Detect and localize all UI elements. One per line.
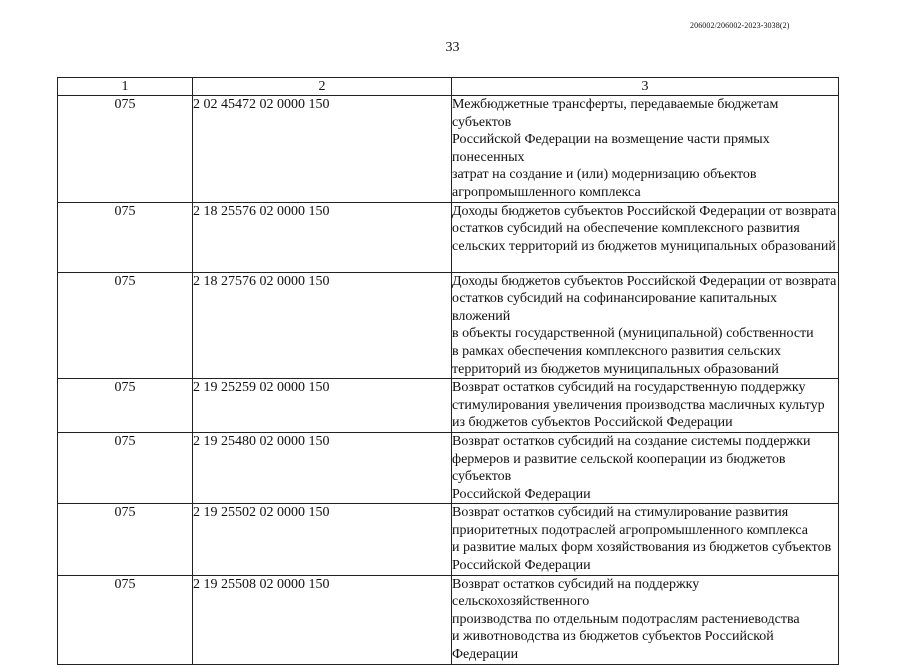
admin-code-cell: 075 — [58, 96, 193, 203]
admin-code-cell: 075 — [58, 379, 193, 433]
budget-classification-code-cell: 2 18 25576 02 0000 150 — [193, 202, 452, 272]
revenue-name-cell: Возврат остатков субсидий на государственную поддержку стимулирования увеличения производства масличных культур из бюджетов субъектов Российской Федерации — [452, 379, 839, 433]
budget-classification-code-cell: 2 18 27576 02 0000 150 — [193, 272, 452, 379]
table-row — [58, 432, 839, 503]
budget-classification-code-cell: 2 19 25480 02 0000 150 — [193, 432, 452, 503]
column-header-2: 2 — [193, 78, 452, 96]
revenue-name-cell: Возврат остатков субсидий на поддержку сельскохозяйственного производства по отдельным подотраслям растениеводства и животноводства из бюджетов субъектов Российской Федерации — [452, 575, 839, 664]
table-row — [58, 575, 839, 664]
budget-codes-table — [57, 77, 839, 665]
revenue-name-cell: Возврат остатков субсидий на создание системы поддержки фермеров и развитие сельской кооперации из бюджетов субъектов Российской Федерации — [452, 432, 839, 503]
admin-code-cell: 075 — [58, 504, 193, 575]
table-header — [58, 78, 839, 96]
header-row — [58, 78, 839, 96]
admin-code-cell: 075 — [58, 272, 193, 379]
column-header-3: 3 — [452, 78, 839, 96]
revenue-name-cell: Доходы бюджетов субъектов Российской Федерации от возврата остатков субсидий на софинансирование капитальных вложений в объекты государственной (муниципальной) собственности в рамках обеспечения комплексного развития сельских территорий из бюджетов муниципальных образований — [452, 272, 839, 379]
budget-classification-code-cell: 2 19 25508 02 0000 150 — [193, 575, 452, 664]
admin-code-cell: 075 — [58, 202, 193, 272]
admin-code-cell: 075 — [58, 432, 193, 503]
page-number: 33 — [445, 40, 460, 55]
table-row — [58, 272, 839, 379]
revenue-name-cell: Возврат остатков субсидий на стимулирование развития приоритетных подотраслей агропромышленного комплекса и развитие малых форм хозяйствования из бюджетов субъектов Российской Федерации — [452, 504, 839, 575]
table-body — [58, 96, 839, 665]
table-row — [58, 96, 839, 203]
budget-classification-code-cell: 2 19 25502 02 0000 150 — [193, 504, 452, 575]
revenue-name-cell: Межбюджетные трансферты, передаваемые бюджетам субъектов Российской Федерации на возмещение части прямых понесенных затрат на создание и (или) модернизацию объектов агропромышленного комплекса — [452, 96, 839, 203]
table-row — [58, 202, 839, 272]
table-row — [58, 379, 839, 433]
revenue-name-cell: Доходы бюджетов субъектов Российской Федерации от возврата остатков субсидий на обеспечение комплексного развития сельских территорий из бюджетов муниципальных образований — [452, 202, 839, 272]
table-row — [58, 504, 839, 575]
document-registration-code: 206002/206002-2023-3038(2) — [690, 21, 790, 30]
budget-classification-code-cell: 2 02 45472 02 0000 150 — [193, 96, 452, 203]
admin-code-cell: 075 — [58, 575, 193, 664]
column-header-1: 1 — [58, 78, 193, 96]
budget-classification-code-cell: 2 19 25259 02 0000 150 — [193, 379, 452, 433]
